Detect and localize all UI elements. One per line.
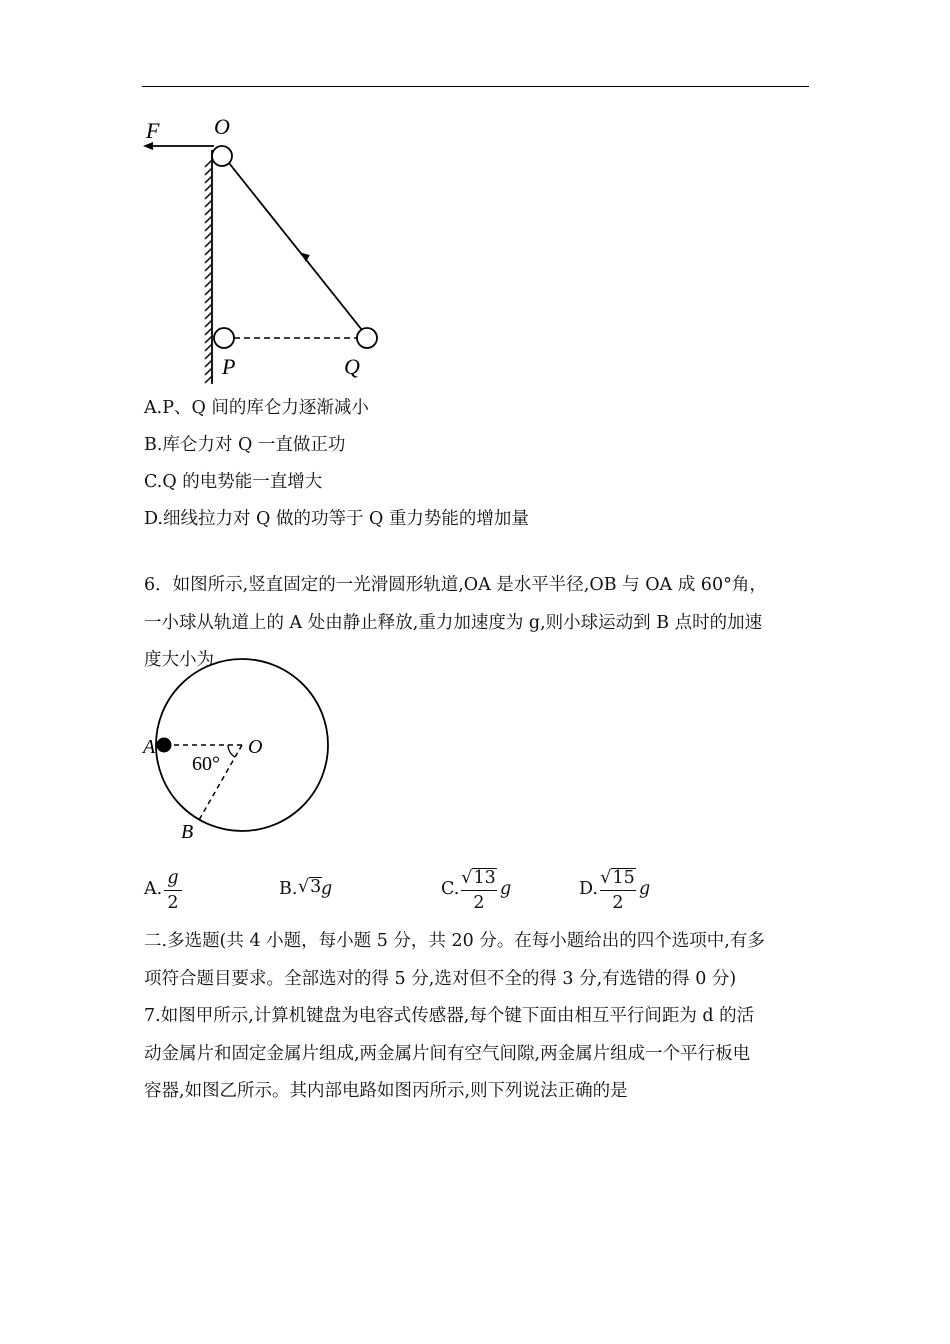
q7-stem	[144, 998, 810, 1111]
hatch-stroke	[205, 288, 212, 295]
radicand: 3	[310, 877, 322, 897]
q6-option-b	[279, 866, 359, 916]
q5-option-b: B.库仑力对 Q 一直做正功	[144, 435, 346, 455]
section-2-line-1: 二.多选题(共 4 小题，每小题 5 分，共 20 分。在每小题给出的四个选项中,有多	[144, 931, 765, 951]
sqrt-symbol: √	[600, 868, 612, 888]
hatch-stroke	[205, 352, 212, 359]
hatch-stroke	[205, 200, 212, 207]
hatch-stroke	[205, 160, 212, 167]
radicand: 15	[612, 868, 635, 888]
hatch-stroke	[205, 240, 212, 247]
hatch-stroke	[205, 312, 212, 319]
string-line	[229, 163, 362, 330]
label-o: O	[214, 114, 230, 139]
hatch-stroke	[205, 208, 212, 215]
fraction	[461, 866, 497, 915]
hatch-stroke	[205, 320, 212, 327]
hatch-stroke	[205, 184, 212, 191]
hatch-stroke	[205, 256, 212, 263]
hatch-stroke	[205, 216, 212, 223]
q6-option-d	[579, 866, 659, 916]
label-o2: O	[248, 736, 263, 758]
angle-arc	[228, 745, 235, 757]
angle-label: 60°	[192, 753, 220, 775]
q5-option-a: A.P、Q 间的库仑力逐渐减小	[144, 398, 369, 418]
sqrt-symbol: √	[461, 868, 473, 888]
q6-option-a-label: A.	[144, 879, 163, 899]
q7-line-1: 7.如图甲所示,计算机键盘为电容式传感器,每个键下面由相互平行间距为 d 的活	[144, 1006, 755, 1026]
hatch-stroke	[205, 296, 212, 303]
label-f: F	[146, 118, 160, 143]
hatch-stroke	[205, 376, 212, 383]
section-2-line-2: 项符合题目要求。全部选对的得 5 分,选对但不全的得 3 分,有选错的得 0 分)	[144, 968, 737, 989]
q6-line-2: 一小球从轨道上的 A 处由静止释放,重力加速度为 g,则小球运动到 B 点时的加速	[144, 612, 763, 633]
q6-option-a	[144, 866, 204, 916]
charge-p	[214, 328, 234, 348]
fraction	[600, 866, 636, 915]
hatch-stroke	[205, 344, 212, 351]
hatch-stroke	[205, 328, 212, 335]
hatch-stroke	[205, 176, 212, 183]
radicand: 13	[473, 868, 496, 888]
variable-g: g	[639, 879, 651, 899]
q7-line-2: 动金属片和固定金属片组成,两金属片间有空气间隙,两金属片组成一个平行板电	[144, 1043, 751, 1064]
header-rule	[142, 86, 809, 87]
figure-circular-track	[138, 652, 338, 848]
q7-line-3: 容器,如图乙所示。其内部电路如图丙所示,则下列说法正确的是	[144, 1081, 628, 1101]
hatch-stroke	[205, 272, 212, 279]
q5-option-d: D.细线拉力对 Q 做的功等于 Q 重力势能的增加量	[144, 509, 529, 529]
fraction	[164, 866, 182, 915]
sqrt-symbol: √	[298, 877, 310, 897]
label-b: B	[181, 821, 194, 843]
hatch-stroke	[205, 360, 212, 367]
hatch-stroke	[205, 368, 212, 375]
section-2-heading	[144, 923, 810, 998]
ball-at-a	[157, 738, 172, 753]
fraction-numerator: g	[167, 868, 179, 888]
hatch-stroke	[205, 248, 212, 255]
hatch-stroke	[205, 224, 212, 231]
figure-pulley-charges	[130, 108, 400, 388]
sqrt-expression	[298, 877, 322, 897]
hatch-stroke	[205, 192, 212, 199]
q6-option-b-label: B.	[279, 879, 298, 899]
hatch-stroke	[205, 280, 212, 287]
hatch-stroke	[205, 336, 212, 343]
hatch-stroke	[205, 232, 212, 239]
hatch-stroke	[205, 304, 212, 311]
q5-option-c: C.Q 的电势能一直增大	[144, 472, 323, 492]
q6-option-c-label: C.	[441, 879, 460, 899]
fraction-denominator: 2	[612, 893, 624, 913]
variable-g: g	[500, 879, 512, 899]
q6-line-3: 度大小为	[144, 650, 214, 670]
fraction-denominator: 2	[473, 893, 485, 913]
q6-option-d-label: D.	[579, 879, 598, 899]
q6-line-1: 6．如图所示,竖直固定的一光滑圆形轨道,OA 是水平半径,OB 与 OA 成 60°角，	[144, 575, 767, 595]
variable-g: g	[321, 879, 333, 899]
label-a: A	[143, 736, 156, 758]
label-q: Q	[344, 354, 360, 379]
fraction-denominator: 2	[167, 893, 179, 913]
label-p: P	[222, 354, 236, 379]
hatch-stroke	[205, 168, 212, 175]
charge-q	[357, 328, 377, 348]
wall-hatching	[205, 160, 212, 383]
q6-option-c	[441, 866, 521, 916]
force-arrowhead	[143, 142, 153, 150]
hatch-stroke	[205, 264, 212, 271]
